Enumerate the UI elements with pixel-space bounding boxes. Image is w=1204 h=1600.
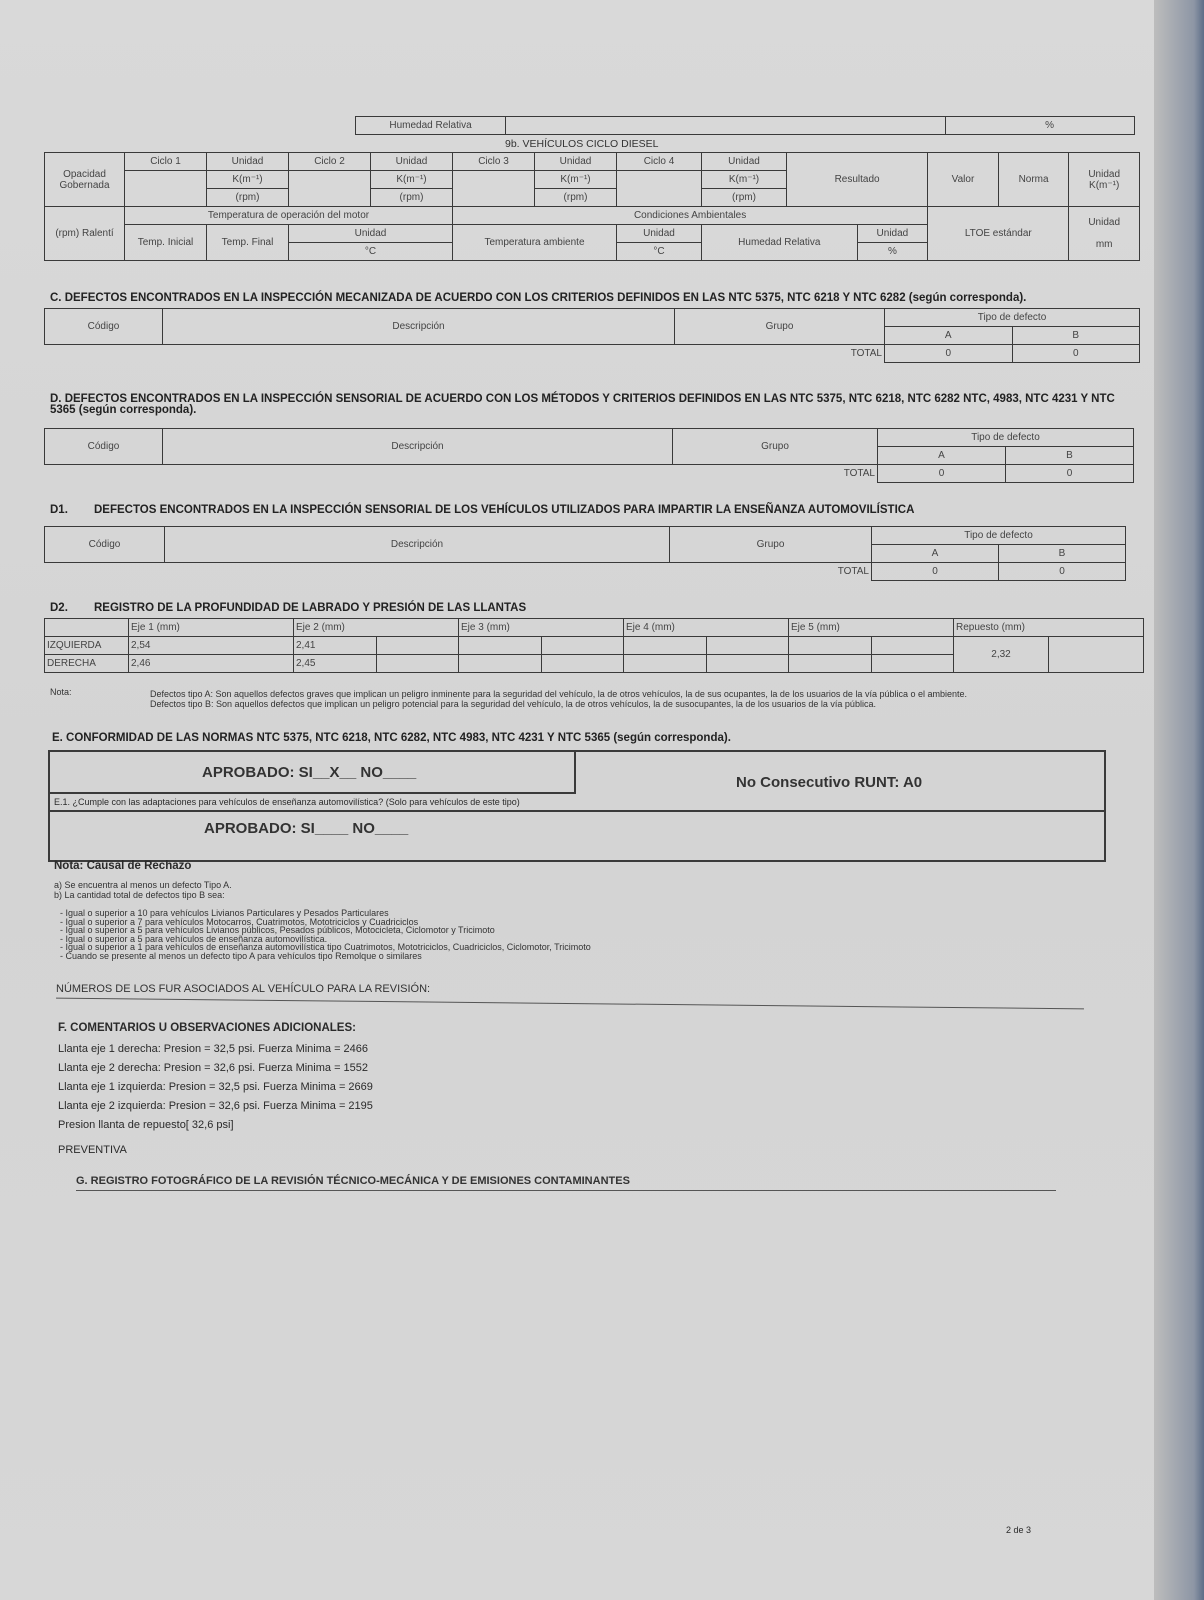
ciclo2-value	[289, 171, 371, 207]
temp-inicial: Temp. Inicial	[125, 225, 207, 261]
unidad: Unidad	[702, 153, 787, 171]
total-label: TOTAL	[850, 348, 882, 360]
ltoe-label: LTOE estándar	[928, 207, 1069, 261]
comment-line: Llanta eje 2 derecha: Presion = 32,6 psi. Fuerza Minima = 1552	[58, 1062, 369, 1074]
rechazo-item: - Igual o superior a 1 para vehículos de enseñanza automovilística tipo Cuatrimotos, Mototriciclos, Cuadriciclos, Ciclomotor, Tricimoto	[60, 942, 591, 952]
codigo-header: Código	[45, 429, 163, 465]
rechazo-item: - Igual o superior a 10 para vehículos Livianos Particulares y Pesados Particulares	[60, 908, 389, 918]
b-header: B	[999, 545, 1126, 563]
comment-line: Llanta eje 2 izquierda: Presion = 32,6 psi. Fuerza Minima = 2195	[58, 1100, 373, 1112]
k-unit: K(m⁻¹)	[702, 171, 787, 189]
nota-b: Defectos tipo B: Son aquellos defectos que implican un peligro potencial para la seguridad del vehículo, la de otros vehículos, la de susocupantes, la de los usuarios de la vía pública.	[150, 698, 876, 709]
comment-line: Llanta eje 1 izquierda: Presion = 32,5 psi. Fuerza Minima = 2669	[58, 1081, 373, 1093]
mm-unit: mm	[1095, 239, 1113, 250]
eje1-izq: 2,54	[129, 637, 294, 655]
comment-line: Presion llanta de repuesto[ 32,6 psi]	[58, 1119, 234, 1131]
rpm-unit: (rpm)	[535, 189, 617, 207]
blank	[624, 655, 707, 673]
derecha-label: DERECHA	[45, 655, 129, 673]
section-e-box	[48, 750, 1106, 862]
unidad: Unidad	[207, 153, 289, 171]
pct: %	[857, 243, 928, 261]
section-d1-table	[44, 526, 1126, 581]
diesel-table	[44, 152, 1140, 261]
e1-question: E.1. ¿Cumple con las adaptaciones para vehículos de enseñanza automovilística? (Solo para vehículos de este tipo)	[54, 797, 520, 807]
grupo-header: Grupo	[670, 527, 872, 563]
unidad: Unidad	[857, 225, 928, 243]
humedad-unit: %	[946, 117, 1135, 135]
total-label: TOTAL	[837, 566, 869, 578]
section-e-title: E. CONFORMIDAD DE LAS NORMAS NTC 5375, NTC 6218, NTC 6282, NTC 4983, NTC 4231 Y NTC 5365 (según corresponda).	[52, 732, 731, 744]
blank	[624, 637, 707, 655]
repuesto-value: 2,32	[954, 637, 1049, 673]
blank	[376, 637, 459, 655]
izquierda-label: IZQUIERDA	[45, 637, 129, 655]
total-label: TOTAL	[843, 468, 875, 480]
eje1-der: 2,46	[129, 655, 294, 673]
aprobado-field: APROBADO: SI__X__ NO____	[202, 764, 417, 781]
b-header: B	[1012, 327, 1140, 345]
unidad-k	[1069, 153, 1140, 207]
section-g-line	[76, 1190, 1056, 1191]
temp-final: Temp. Final	[207, 225, 289, 261]
unidad: Unidad	[617, 225, 702, 243]
valor-label: Valor	[928, 153, 999, 207]
ralenti-label: (rpm) Ralentí	[45, 207, 125, 261]
k-unit: K(m⁻¹)	[207, 171, 289, 189]
nota-label: Nota:	[50, 687, 72, 697]
total-b: 0	[999, 563, 1126, 581]
unidad: Unidad	[289, 225, 453, 243]
ltoe-unit	[1069, 207, 1140, 261]
page-number: 2 de 3	[1006, 1525, 1032, 1535]
d1-num: D1.	[50, 504, 68, 516]
repuesto-header: Repuesto (mm)	[954, 619, 1144, 637]
tipo-header: Tipo de defecto	[872, 527, 1126, 545]
hum-rel: Humedad Relativa	[702, 225, 858, 261]
k-unit: K(m⁻¹)	[1089, 179, 1120, 191]
blank	[459, 637, 542, 655]
rpm-unit: (rpm)	[702, 189, 787, 207]
total-a: 0	[885, 345, 1013, 363]
temp-amb: Temperatura ambiente	[453, 225, 617, 261]
section-d1-title	[50, 504, 914, 516]
section-d-title: D. DEFECTOS ENCONTRADOS EN LA INSPECCIÓN SENSORIAL DE ACUERDO CON LOS MÉTODOS Y CRITERIOS DEFINIDOS EN LAS NTC 5375, NTC 6218, NTC 6282 NTC, 4983, NTC 4231 Y NTC 5365 (según corresponda).	[50, 393, 1115, 416]
ciclo3-value	[453, 171, 535, 207]
tire-table	[44, 618, 1144, 673]
rechazo-item: - Igual o superior a 5 para vehículos Livianos públicos, Pesados públicos, Motocicleta, Ciclomotor y Tricimoto	[60, 925, 495, 935]
comment-line: PREVENTIVA	[58, 1144, 127, 1156]
eje2-izq: 2,41	[294, 637, 377, 655]
a-header: A	[878, 447, 1006, 465]
norma-label: Norma	[998, 153, 1069, 207]
comments	[58, 1040, 373, 1160]
a-header: A	[872, 545, 999, 563]
section-d2-title	[50, 602, 526, 614]
codigo-header: Código	[45, 527, 165, 563]
rechazo-item: - Cuando se presente al menos un defecto tipo A para vehículos tipo Remolque o similares	[60, 950, 422, 961]
rpm-unit: (rpm)	[207, 189, 289, 207]
section-c-table	[44, 308, 1140, 363]
a-header: A	[885, 327, 1013, 345]
resultado-label: Resultado	[787, 153, 928, 207]
section-d-table	[44, 428, 1134, 483]
eje5-header: Eje 5 (mm)	[789, 619, 954, 637]
b-header: B	[1006, 447, 1134, 465]
eje2-der: 2,45	[294, 655, 377, 673]
eje2-header: Eje 2 (mm)	[294, 619, 459, 637]
humedad-row	[355, 116, 1135, 135]
celsius: °C	[289, 243, 453, 261]
section-g-title: G. REGISTRO FOTOGRÁFICO DE LA REVISIÓN TÉCNICO-MECÁNICA Y DE EMISIONES CONTAMINANTES	[76, 1175, 630, 1187]
blank	[706, 637, 789, 655]
eje3-header: Eje 3 (mm)	[459, 619, 624, 637]
eje1-header: Eje 1 (mm)	[129, 619, 294, 637]
celsius: °C	[617, 243, 702, 261]
total-a: 0	[872, 563, 999, 581]
blank	[1049, 637, 1144, 673]
k-unit: K(m⁻¹)	[535, 171, 617, 189]
ciclo4-value	[617, 171, 702, 207]
rechazo-title: Nota: Causal de Rechazo	[54, 860, 192, 872]
cond-amb-label: Condiciones Ambientales	[453, 207, 928, 225]
total-b: 0	[1006, 465, 1134, 483]
blank	[871, 655, 954, 673]
blank	[706, 655, 789, 673]
blank	[541, 637, 624, 655]
rechazo-b: b) La cantidad total de defectos tipo B sea:	[54, 889, 225, 900]
fur-label: NÚMEROS DE LOS FUR ASOCIADOS AL VEHÍCULO PARA LA REVISIÓN:	[56, 983, 431, 995]
diesel-title: 9b. VEHÍCULOS CICLO DIESEL	[505, 138, 659, 150]
section-c-title: C. DEFECTOS ENCONTRADOS EN LA INSPECCIÓN MECANIZADA DE ACUERDO CON LOS CRITERIOS DEFINIDOS EN LAS NTC 5375, NTC 6218 Y NTC 6282 (según corresponda).	[50, 292, 1027, 304]
unidad: Unidad	[371, 153, 453, 171]
temp-motor-label: Temperatura de operación del motor	[125, 207, 453, 225]
d2-num: D2.	[50, 602, 68, 614]
runt-field: No Consecutivo RUNT: A0	[736, 774, 923, 791]
tipo-header: Tipo de defecto	[878, 429, 1134, 447]
rpm-unit: (rpm)	[371, 189, 453, 207]
unidad: Unidad	[1088, 168, 1121, 180]
grupo-header: Grupo	[673, 429, 878, 465]
ciclo4: Ciclo 4	[617, 153, 702, 171]
descripcion-header: Descripción	[165, 527, 670, 563]
opacidad-label: Opacidad Gobernada	[45, 153, 125, 207]
rechazo-a: a) Se encuentra al menos un defecto Tipo A.	[54, 880, 232, 890]
blank	[541, 655, 624, 673]
humedad-label: Humedad Relativa	[356, 117, 506, 135]
rechazo-item: - Igual o superior a 5 para vehículos de enseñanza automovilística.	[60, 933, 328, 944]
d1-title-text: DEFECTOS ENCONTRADOS EN LA INSPECCIÓN SENSORIAL DE LOS VEHÍCULOS UTILIZADOS PARA IMPARTIR LA ENSEÑANZA AUTOMOVILÍSTICA	[94, 504, 915, 516]
rechazo-item: - Igual o superior a 7 para vehículos Motocarros, Cuatrimotos, Mototriciclos y Cuadriciclos	[60, 916, 419, 927]
rechazo-ab	[54, 881, 232, 900]
blank	[459, 655, 542, 673]
total-b: 0	[1012, 345, 1140, 363]
descripcion-header: Descripción	[163, 429, 673, 465]
ciclo3: Ciclo 3	[453, 153, 535, 171]
section-f-title: F. COMENTARIOS U OBSERVACIONES ADICIONALES:	[58, 1022, 356, 1034]
codigo-header: Código	[45, 309, 163, 345]
ciclo2: Ciclo 2	[289, 153, 371, 171]
ciclo1-value	[125, 171, 207, 207]
background-edge	[1154, 0, 1204, 1600]
rechazo-list	[60, 909, 591, 960]
unidad: Unidad	[535, 153, 617, 171]
unidad: Unidad	[1088, 217, 1121, 228]
tipo-header: Tipo de defecto	[885, 309, 1140, 327]
blank	[789, 655, 872, 673]
k-unit: K(m⁻¹)	[371, 171, 453, 189]
ciclo1: Ciclo 1	[125, 153, 207, 171]
blank	[789, 637, 872, 655]
blank	[45, 619, 129, 637]
blank	[871, 637, 954, 655]
humedad-value	[506, 117, 946, 135]
comment-line: Llanta eje 1 derecha: Presion = 32,5 psi. Fuerza Minima = 2466	[58, 1043, 369, 1055]
nota-a: Defectos tipo A: Son aquellos defectos graves que implican un peligro inminente para la seguridad del vehículo, la de otros vehículos, la de sus ocupantes, la de los usuarios de la vía pública o el ambiente.	[150, 689, 968, 699]
grupo-header: Grupo	[675, 309, 885, 345]
total-a: 0	[878, 465, 1006, 483]
aprobado2-field: APROBADO: SI____ NO____	[204, 820, 409, 837]
descripcion-header: Descripción	[163, 309, 675, 345]
blank	[376, 655, 459, 673]
d2-title-text: REGISTRO DE LA PROFUNDIDAD DE LABRADO Y PRESIÓN DE LAS LLANTAS	[94, 602, 527, 614]
eje4-header: Eje 4 (mm)	[624, 619, 789, 637]
nota-text	[150, 690, 1070, 709]
